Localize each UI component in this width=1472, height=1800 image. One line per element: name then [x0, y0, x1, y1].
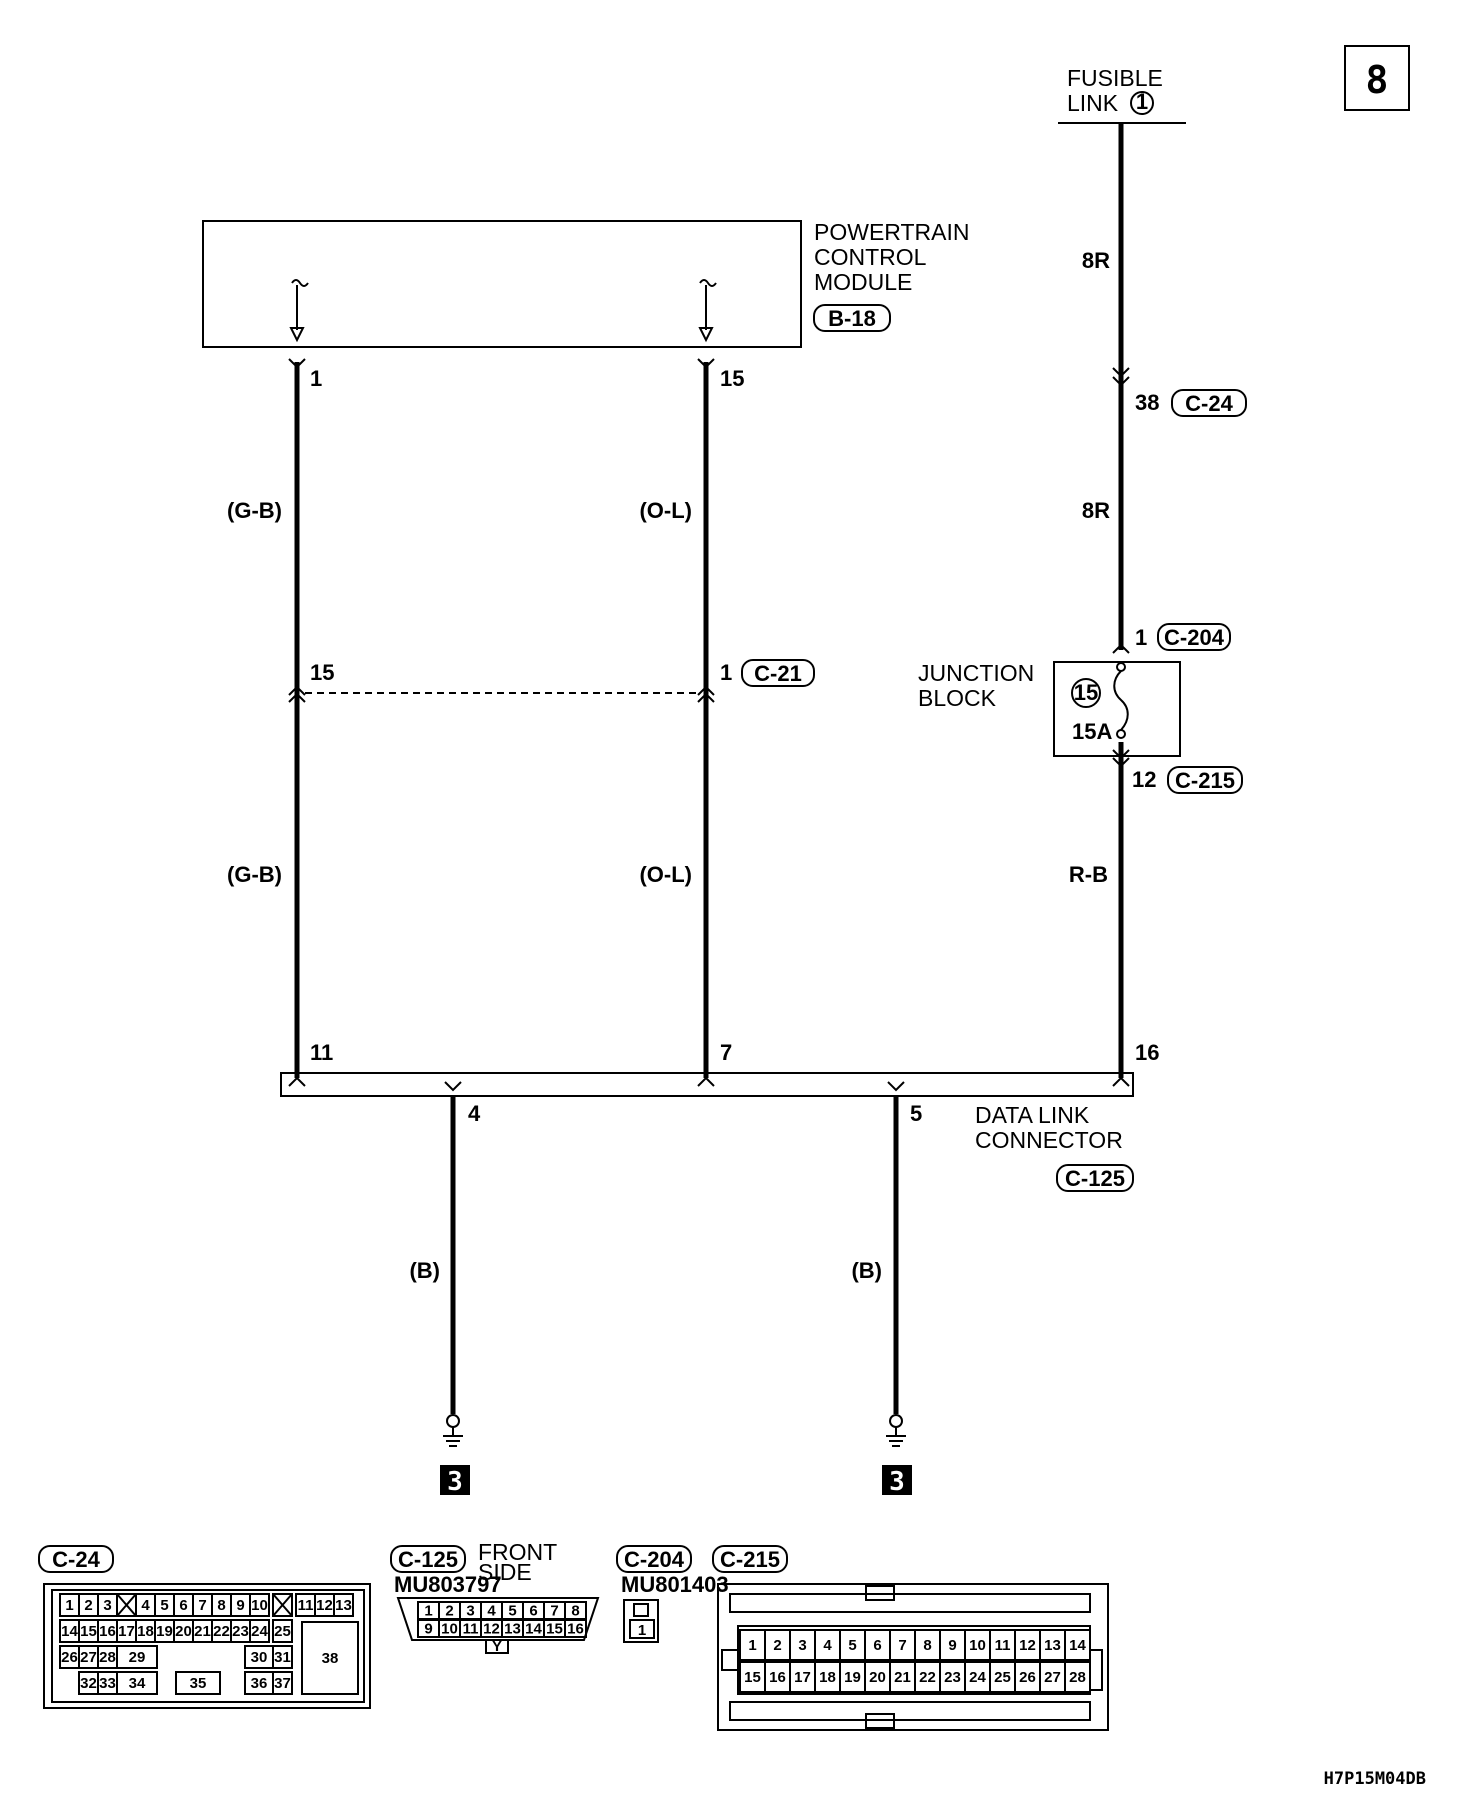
c215-pin-number: 3 — [798, 1637, 807, 1654]
dlc-pin16-terminal — [1113, 1078, 1129, 1086]
c24-pin-number: 14 — [61, 1623, 78, 1640]
ground-right-color: (B) — [851, 1258, 882, 1283]
c125-side-label-1: FRONT — [478, 1539, 558, 1565]
c24-pin-number: 36 — [250, 1675, 268, 1692]
c24-pin: 38 — [1135, 390, 1160, 415]
wire-color-8r-mid: 8R — [1081, 498, 1110, 523]
c24-pin-number: 27 — [80, 1649, 97, 1666]
c125-pin-number: 10 — [441, 1620, 458, 1638]
c125-pin-number: 15 — [546, 1620, 563, 1638]
c24-large-pin-number: 38 — [321, 1650, 339, 1667]
c215-pin: 12 — [1132, 767, 1157, 792]
c215-pin-number: 20 — [869, 1669, 886, 1686]
c125-pin-number: 14 — [525, 1620, 542, 1638]
c24-pin-number: 9 — [236, 1597, 245, 1614]
fusible-link-number: 1 — [1135, 89, 1149, 114]
c125-pin-number: 3 — [466, 1602, 475, 1620]
c24-pin-number: 37 — [274, 1675, 291, 1692]
c24-pin-number: 28 — [99, 1649, 116, 1666]
c24-pin-number: 30 — [250, 1649, 268, 1666]
c215-pin-number: 21 — [894, 1669, 911, 1686]
c21-connector-label: C-21 — [754, 661, 802, 686]
ground-ref-left-number: 3 — [447, 1467, 463, 1497]
c24-pin-number: 19 — [156, 1623, 173, 1640]
dlc-pin11-label: 11 — [310, 1040, 334, 1065]
c24-pin-number: 18 — [137, 1623, 154, 1640]
c24-pin-number: 25 — [274, 1623, 291, 1640]
c125-pin-number: 13 — [504, 1620, 521, 1638]
c125-pin-number: 11 — [462, 1620, 479, 1638]
c204-connector-label: C-204 — [1164, 625, 1224, 650]
c204-pin: 1 — [1135, 625, 1148, 650]
c125-side-label-2: SIDE — [478, 1559, 532, 1585]
dlc-pin16-label: 16 — [1135, 1040, 1160, 1065]
c24-pin-number: 32 — [80, 1675, 97, 1692]
dlc-label-2: CONNECTOR — [975, 1127, 1123, 1153]
page-number: 8 — [1365, 58, 1389, 102]
c24-connector-face — [44, 1584, 370, 1708]
c125-pin-number: 5 — [508, 1602, 517, 1620]
c24-pin-number: 10 — [251, 1597, 268, 1614]
c125-pin-number: 4 — [487, 1602, 496, 1620]
dlc-connector-label: C-125 — [1065, 1166, 1125, 1191]
junction-block-label-2: BLOCK — [918, 685, 996, 711]
pcm-label-1: POWERTRAIN — [814, 219, 970, 245]
c24-pin-number: 24 — [251, 1623, 268, 1640]
c125-pin-number: 12 — [483, 1620, 500, 1638]
c24-pin-number: 2 — [84, 1597, 93, 1614]
c204-part-number: MU801403 — [621, 1572, 729, 1597]
c24-pin-number: 13 — [335, 1597, 352, 1614]
c215-pin-number: 17 — [794, 1669, 811, 1686]
c215-pin-number: 11 — [994, 1637, 1011, 1654]
c24-pin-number: 23 — [232, 1623, 249, 1640]
c24-pin-number: 7 — [198, 1597, 207, 1614]
c24-pin-number: 26 — [61, 1649, 78, 1666]
wire-color-ol-upper: (O-L) — [639, 498, 692, 523]
c125-pin-number: 9 — [424, 1620, 433, 1638]
c215-pin-number: 4 — [823, 1637, 832, 1654]
c215-connector-face — [718, 1584, 1108, 1730]
pcm-pin15-label: 15 — [720, 366, 745, 391]
c125-view-label: C-125 — [398, 1547, 458, 1572]
c24-pin-number: 15 — [80, 1623, 97, 1640]
c215-pin-number: 9 — [948, 1637, 957, 1654]
wire-color-gb-upper: (G-B) — [227, 498, 282, 523]
c215-pin-number: 18 — [819, 1669, 836, 1686]
c215-pin-number: 13 — [1044, 1637, 1061, 1654]
pcm-label-2: CONTROL — [814, 244, 927, 270]
pcm-connector-label: B-18 — [828, 306, 876, 331]
c215-pin-number: 7 — [898, 1637, 907, 1654]
c24-pin-number: 16 — [99, 1623, 116, 1640]
c24-pin-number: 8 — [217, 1597, 226, 1614]
dlc-pin5-terminal — [888, 1082, 904, 1090]
pcm-label-3: MODULE — [814, 269, 913, 295]
c215-pin-number: 6 — [873, 1637, 882, 1654]
fusible-link-label-1: FUSIBLE — [1067, 65, 1163, 91]
c215-pin-number: 25 — [994, 1669, 1011, 1686]
c24-pin-number: 4 — [141, 1597, 150, 1614]
c24-pin-number: 5 — [160, 1597, 169, 1614]
wire-color-gb-lower: (G-B) — [227, 862, 282, 887]
fuse-rating: 15A — [1072, 719, 1113, 744]
c24-pin-number: 17 — [118, 1623, 135, 1640]
c125-pin-number: 16 — [567, 1620, 584, 1638]
c24-pin-number: 35 — [189, 1675, 207, 1692]
dlc-pin5-label: 5 — [910, 1101, 923, 1126]
dlc-label-1: DATA LINK — [975, 1102, 1090, 1128]
c21-pin15-label: 15 — [310, 660, 335, 685]
dlc-pin7-label: 7 — [720, 1040, 733, 1065]
fuse-element — [1114, 671, 1128, 730]
c24-view-label: C-24 — [52, 1547, 100, 1572]
dlc-pin11-terminal — [289, 1078, 305, 1086]
c204-pin-label: 1 — [637, 1622, 647, 1639]
c215-view-label: C-215 — [720, 1547, 780, 1572]
c24-pin-number: 21 — [194, 1623, 211, 1640]
c204-view-label: C-204 — [624, 1547, 684, 1572]
c125-pin-number: 8 — [571, 1602, 580, 1620]
dlc-pin4-label: 4 — [468, 1101, 481, 1126]
c215-pin-number: 24 — [969, 1669, 986, 1686]
ground-left-color: (B) — [409, 1258, 440, 1283]
wire-color-rb: R-B — [1068, 862, 1108, 887]
fuse-number: 15 — [1073, 680, 1099, 705]
c24-pin-number: 34 — [128, 1675, 146, 1692]
c24-pin-number: 3 — [103, 1597, 112, 1614]
c125-pin-number: 6 — [529, 1602, 538, 1620]
c215-pin-number: 1 — [748, 1637, 757, 1654]
diagram-code: H7P15M04DB — [1323, 1769, 1426, 1789]
c24-blank-cross — [117, 1594, 136, 1616]
pcm-internal-signal-left — [291, 280, 308, 340]
c125-pin-number: 2 — [445, 1602, 454, 1620]
c215-pin-number: 26 — [1019, 1669, 1036, 1686]
c125-part-number: MU803797 — [394, 1572, 502, 1597]
c24-pin-number: 11 — [297, 1597, 314, 1614]
c24-blank-cross — [273, 1594, 292, 1616]
fuse-terminal-bottom — [1117, 730, 1125, 738]
c215-pin-number: 10 — [969, 1637, 986, 1654]
c215-pin-number: 16 — [769, 1669, 786, 1686]
pcm-pin1-label: 1 — [310, 366, 323, 391]
c24-pin-number: 12 — [316, 1597, 333, 1614]
c215-pin-number: 28 — [1069, 1669, 1086, 1686]
ground-ref-right-number: 3 — [889, 1467, 905, 1497]
c215-pin-number: 14 — [1069, 1637, 1086, 1654]
c215-pin-number: 5 — [848, 1637, 857, 1654]
dlc-pin7-terminal — [698, 1078, 714, 1086]
c125-key-label: Y — [491, 1638, 503, 1655]
c24-pin-number: 20 — [175, 1623, 192, 1640]
c21-pin1-label: 1 — [720, 660, 733, 685]
junction-block-label-1: JUNCTION — [918, 660, 1035, 686]
c215-pin-number: 27 — [1044, 1669, 1061, 1686]
ground-symbol-right — [886, 1415, 906, 1446]
c125-pin-number: 1 — [424, 1602, 433, 1620]
c215-pin-number: 15 — [744, 1669, 761, 1686]
fusible-link-label-2: LINK — [1067, 90, 1119, 116]
c24-pin-number: 1 — [65, 1597, 74, 1614]
c24-pin-number: 22 — [213, 1623, 230, 1640]
fuse-terminal-top — [1117, 663, 1125, 671]
c24-pin-number: 31 — [274, 1649, 291, 1666]
c24-pin-number: 33 — [99, 1675, 116, 1692]
c215-pin-number: 12 — [1019, 1637, 1036, 1654]
c215-connector-label: C-215 — [1175, 768, 1235, 793]
c215-pin-number: 2 — [773, 1637, 782, 1654]
c215-pin-number: 23 — [944, 1669, 961, 1686]
c24-pin-number: 6 — [179, 1597, 188, 1614]
c24-connector-label: C-24 — [1185, 391, 1233, 416]
wire-color-ol-lower: (O-L) — [639, 862, 692, 887]
c215-pin-number: 19 — [844, 1669, 861, 1686]
c215-pin-number: 22 — [919, 1669, 936, 1686]
c24-pin-number: 29 — [128, 1649, 146, 1666]
ground-symbol-left — [443, 1415, 463, 1446]
wire-color-8r-top: 8R — [1081, 248, 1110, 273]
c215-pin-number: 8 — [923, 1637, 932, 1654]
dlc-pin4-terminal — [445, 1082, 461, 1090]
c125-pin-number: 7 — [550, 1602, 559, 1620]
pcm-internal-signal-right — [700, 280, 716, 340]
